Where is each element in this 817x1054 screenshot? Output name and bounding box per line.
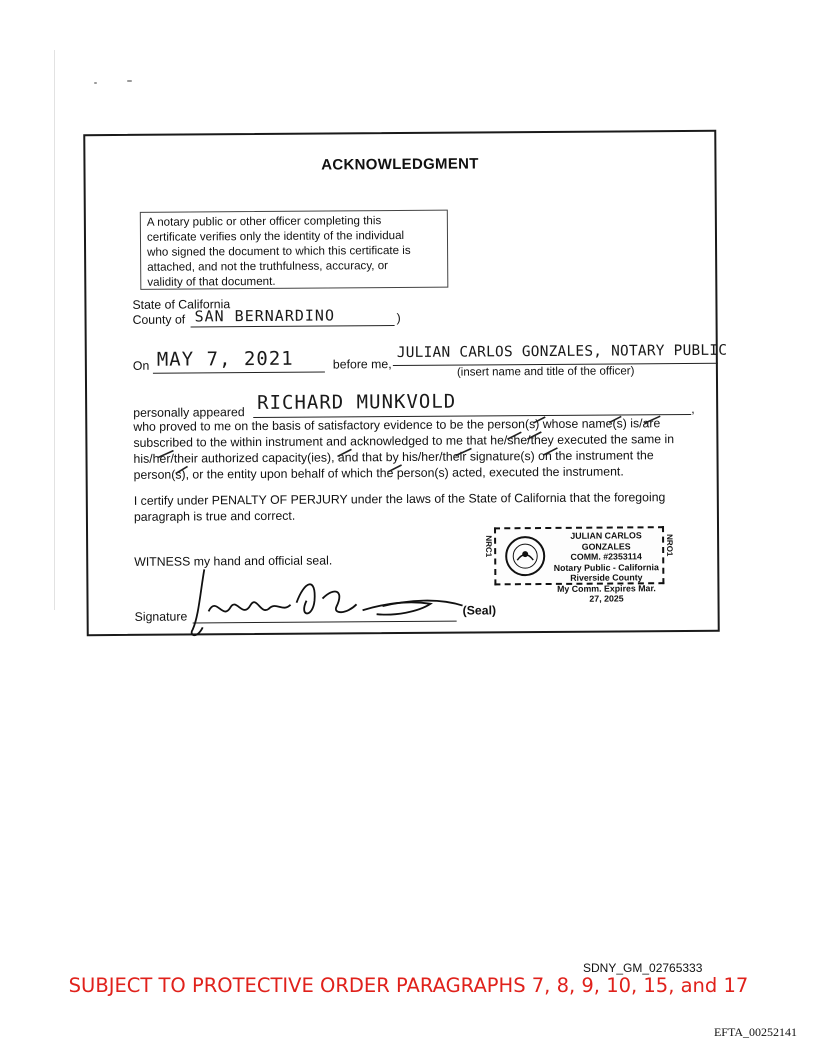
- date-value: MAY 7, 2021: [156, 347, 294, 371]
- handwritten-signature: [186, 560, 467, 642]
- scan-speck: [127, 80, 132, 82]
- seal-side-left: NRC1: [484, 535, 494, 558]
- seal-name: JULIAN CARLOS GONZALES: [570, 530, 642, 552]
- seal-label: (Seal): [462, 603, 497, 618]
- appeared-value: RICHARD MUNKVOLD: [257, 390, 457, 415]
- county-close: ): [396, 311, 401, 326]
- body-line: subscribed to the within instrument and acknowledged to me that he/she/they executed the same in: [133, 432, 675, 450]
- acknowledgment-form: [83, 130, 728, 636]
- body-line: who proved to me on the basis of satisfactory evidence to be the person(s) whose name(s) is/are: [133, 416, 661, 434]
- state-seal-icon: [504, 535, 546, 577]
- before-me-label: before me,: [332, 357, 392, 372]
- form-title: ACKNOWLEDGMENT: [321, 155, 479, 174]
- notary-seal-stamp: [484, 526, 675, 604]
- county-label: County of: [132, 312, 186, 327]
- appeared-comma: ,: [691, 401, 695, 416]
- signature-label: Signature: [134, 609, 188, 624]
- protective-order-notice: SUBJECT TO PROTECTIVE ORDER PARAGRAPHS 7, 8, 9, 10, 15, and 17: [68, 974, 749, 997]
- witness-text: WITNESS my hand and official seal.: [134, 553, 333, 569]
- seal-side-right: NRO1: [665, 534, 675, 557]
- appeared-label: personally appeared: [133, 405, 245, 420]
- seal-county: Riverside County: [570, 572, 643, 583]
- seal-expires: My Comm. Expires Mar. 27, 2025: [557, 582, 656, 604]
- notice-line: A notary public or other officer completing this: [146, 214, 382, 229]
- seal-text: [552, 530, 661, 604]
- on-label: On: [132, 358, 150, 373]
- efta-number: EFTA_00252141: [713, 1025, 797, 1039]
- officer-value: JULIAN CARLOS GONZALES, NOTARY PUBLIC: [396, 342, 728, 362]
- notice-line: validity of that document.: [147, 274, 276, 289]
- body-line: his/her/their authorized capacity(ies), and that by his/her/their signature(s) on the instrument the: [133, 448, 654, 466]
- notice-line: attached, and not the truthfulness, accuracy, or: [147, 259, 389, 274]
- seal-title: Notary Public - California: [553, 561, 659, 573]
- notice-line: certificate verifies only the identity of the individual: [146, 228, 405, 244]
- scan-edge-line: [54, 50, 55, 610]
- seal-commission: COMM. #2353114: [570, 551, 642, 562]
- bates-number: SDNY_GM_02765333: [583, 961, 703, 975]
- scan-speck: [94, 82, 97, 84]
- county-value: SAN BERNARDINO: [194, 306, 336, 326]
- officer-hint: (insert name and title of the officer): [456, 365, 635, 379]
- body-line: person(s), or the entity upon behalf of which the person(s) acted, executed the instrument.: [133, 464, 624, 482]
- state-label: State of California: [132, 297, 231, 312]
- certify-line: paragraph is true and correct.: [133, 508, 296, 524]
- notice-line: who signed the document to which this certificate is: [147, 243, 411, 259]
- certify-line: I certify under PENALTY OF PERJURY under the laws of the State of California that the foregoing: [133, 490, 666, 508]
